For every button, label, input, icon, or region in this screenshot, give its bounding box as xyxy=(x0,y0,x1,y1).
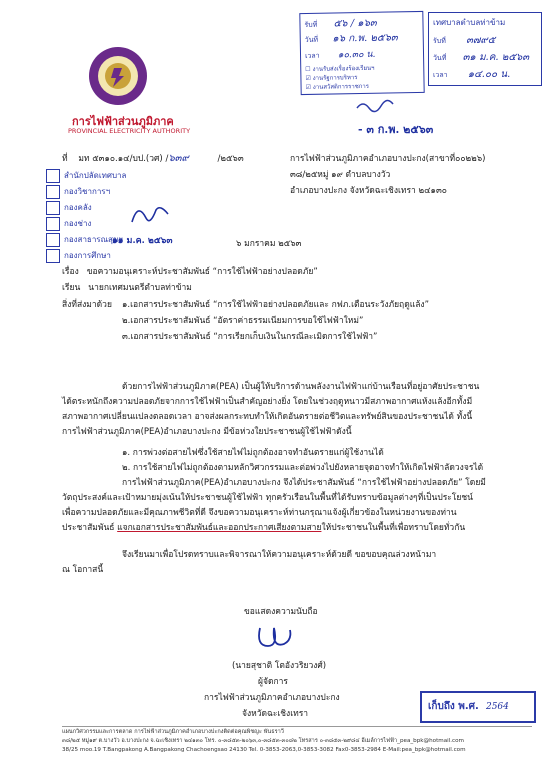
stamp2-date: ๓๑ ม.ค. ๒๕๖๓ xyxy=(462,52,530,63)
footer-divider xyxy=(62,726,532,727)
stamp1-received-no: ๕๖ / ๑๖๓ xyxy=(333,17,377,30)
body-paragraph-1: ด้วยการไฟฟ้าส่วนภูมิภาค(PEA) เป็นผู้ให้บริการด้านพลังงานไฟฟ้าแก่บ้านเรือนที่อยู่อาศัยประชาชน ได้ตระหนักถึงความปลอดภัยจากการใช้ไฟฟ้าเป็นสำคัญอย่างยิ่ง โดยในช่วงฤดูหนาวมีสภาพอากาศแห้งแล้งอีกทั้งมี สภาพอากาศเปลี่ยนแปลงตลอดเวลา อาจส่งผลกระทบทำให้เกิดอันตรายต่อชีวิตและทรัพย์สินของประชาชนได้ ทั้งนี้ การไฟฟ้าส่วนภูมิภาค(PEA)อำเภอบางปะกง มีข้อห่วงใยประชาชนผู้ใช้ไฟฟ้าดังนี้ xyxy=(62,382,480,437)
regards: ขอแสดงความนับถือ xyxy=(244,607,318,617)
signer-org: การไฟฟ้าส่วนภูมิภาคอำเภอบางปะกง xyxy=(204,693,340,703)
pea-emblem-icon xyxy=(88,46,148,106)
routing-signature xyxy=(128,200,172,234)
routing-checkbox xyxy=(46,233,60,247)
stamp-date-handwritten: - ๓ ก.พ. ๒๕๖๓ xyxy=(358,123,434,136)
closing-paragraph: จึงเรียนมาเพื่อโปรดทราบและพิจารณาให้ความอนุเคราะห์ด้วยดี ขอขอบคุณล่วงหน้ามา ณ โอกาสนี้ xyxy=(62,550,437,575)
routing-checkbox xyxy=(46,249,60,263)
routing-checkbox xyxy=(46,185,60,199)
org-name-thai: การไฟฟ้าส่วนภูมิภาค xyxy=(72,115,174,128)
doc-number: ที่ มท ๕๓๑๐.๑๔/บป.(วศ) /๖๓๙ /๒๕๖๓ xyxy=(62,153,244,164)
archive-stamp: เก็บถึง พ.ศ. 2564 xyxy=(420,691,536,723)
stamp1-time: ๑๐.๓๐ น. xyxy=(337,49,376,61)
stamp2-time: ๑๔.๐๐ น. xyxy=(467,69,511,80)
contact-footer: แผนกวิศวกรรมและการตลาด การไฟฟ้าส่วนภูมิภาคอำเภอบางปะกงติดต่อคุณพิชญะ พันธราวี ๓๘/๒๕ หมู่๑๙ ต.บางวัว อ.บางปะกง จ.ฉะเชิงเทรา ๒๔๑๓๐ โทร. ๐-๓๘๕๓-๒๐๖๓,๐-๓๘๕๓-๓๐๘๒ โทรสาร ๐-๓๘๕๓-๒๙๘๔ อีเมล์การไฟฟ้า_pea_bpk@hotmail.com 38/25 moo.19 T.Bangpakong A.Bangpakong Chachoengsao 24130 Tel. 0-3853-2063,0-3853-3082 Fax0-3853-2984 E-Mail:pea_bpk@hotmail.com xyxy=(62,729,466,753)
enclosure-list: ๑.เอกสารประชาสัมพันธ์ “การใช้ไฟฟ้าอย่างปลอดภัยและ กฟภ.เตือนระวังภัยฤดูแล้ง” ๒.เอกสารประชาสัมพันธ์ “อัตราค่าธรรมเนียมการขอใช้ไฟฟ้าใหม่” ๓.เอกสารประชาสัมพันธ์ “การเรียกเก็บเงินในกรณีละเมิดการใช้ไฟฟ้า” xyxy=(122,300,429,342)
letter-date: ๖ มกราคม ๒๕๖๓ xyxy=(236,239,302,249)
stamp2-received-no: ๓๗๙๕ xyxy=(466,35,496,46)
stamp2-title: เทศบาลตำบลท่าข้าม xyxy=(433,18,506,27)
pea-logo xyxy=(88,46,148,106)
routing-checkbox xyxy=(46,217,60,231)
subject-line: เรื่อง ขอความอนุเคราะห์ประชาสัมพันธ์ “การใช้ไฟฟ้าอย่างปลอดภัย” xyxy=(62,267,318,277)
enclosure-label: สิ่งที่ส่งมาด้วย xyxy=(62,300,112,310)
manager-signature xyxy=(252,622,298,656)
body-paragraph-2: การไฟฟ้าส่วนภูมิภาค(PEA)อำเภอบางปะกง จึงได้ประชาสัมพันธ์ “การใช้ไฟฟ้าอย่างปลอดภัย” โดยมี วัตถุประสงค์และเป้าหมายมุ่งเน้นให้ประชาชนผู้ใช้ไฟฟ้า ทุกครัวเรือนในพื้นที่ได้รับทราบข้อมูลต่างๆที่เป็นประโยชน์ เพื่อความปลอดภัยและมีคุณภาพชีวิตที่ดี จึงขอความอนุเคราะห์ท่านกรุณาแจ้งผู้เกี่ยวข้องในหน่วยงานของท่าน ประชาสัมพันธ์ แจกเอกสารประชาสัมพันธ์และออกประกาศเสียงตามสายให้ประชาชนในพื้นที่เพื่อทราบโดยทั่วกัน xyxy=(62,478,486,533)
org-name-english: PROVINCIAL ELECTRICITY AUTHORITY xyxy=(68,127,191,135)
routing-date-handwritten: ๑๑ ม.ค. ๒๕๖๓ xyxy=(112,236,173,246)
routing-checkbox xyxy=(46,201,60,215)
receipt-stamp-2: เทศบาลตำบลท่าข้าม รับที่ ๓๗๙๕ วันที่ ๓๑ ม.ค. ๒๕๖๓ เวลา ๑๔.๐๐ น. xyxy=(428,12,542,86)
routing-checkbox xyxy=(46,169,60,183)
stamp1-date: ๑๖ ก.พ. ๒๕๖๓ xyxy=(332,32,398,45)
concern-list: ๑. การพ่วงต่อสายไฟซึ่งใช้สายไฟไม่ถูกต้องอาจทำอันตรายแก่ผู้ใช้งานได้ ๒. การใช้สายไฟไม่ถูกต้องตามหลักวิศวกรรมและต่อพ่วงไปยังหลายจุดอาจทำให้เกิดไฟฟ้าลัดวงจรได้ xyxy=(122,448,484,473)
signer-name: (นายสุชาติ โตอังวริยวงศ์) xyxy=(232,661,327,671)
initials-mark xyxy=(355,98,395,118)
receipt-stamp-1: รับที่ ๕๖ / ๑๖๓ วันที่ ๑๖ ก.พ. ๒๕๖๓ เวลา ๑๐.๓๐ น. ☐ งานรับส่งเรื่องร้องเรียนฯ ☑ งานรัฐการบริหาร ☑ งานสวัสดิการราชการ xyxy=(299,11,424,95)
routing-stamp: สำนักปลัดเทศบาล กองวิชาการฯ กองคลัง กองช่าง กองสาธารณสุขฯ กองการศึกษา xyxy=(22,165,102,265)
signer-province: จังหวัดฉะเชิงเทรา xyxy=(242,709,309,719)
recipient-line: เรียน นายกเทศมนตรีตำบลท่าข้าม xyxy=(62,283,192,293)
signer-title: ผู้จัดการ xyxy=(258,677,288,687)
sender-address: การไฟฟ้าส่วนภูมิภาคอำเภอบางปะกง(สาขาที่๐๐๒๒๖) ๓๘/๒๕หมู่ ๑๙ ตำบลบางวัว อำเภอบางปะกง จังหวัดฉะเชิงเทรา ๒๔๑๓๐ xyxy=(290,154,486,196)
highlighted-request: แจกเอกสารประชาสัมพันธ์และออกประกาศเสียงตามสาย xyxy=(117,523,322,533)
